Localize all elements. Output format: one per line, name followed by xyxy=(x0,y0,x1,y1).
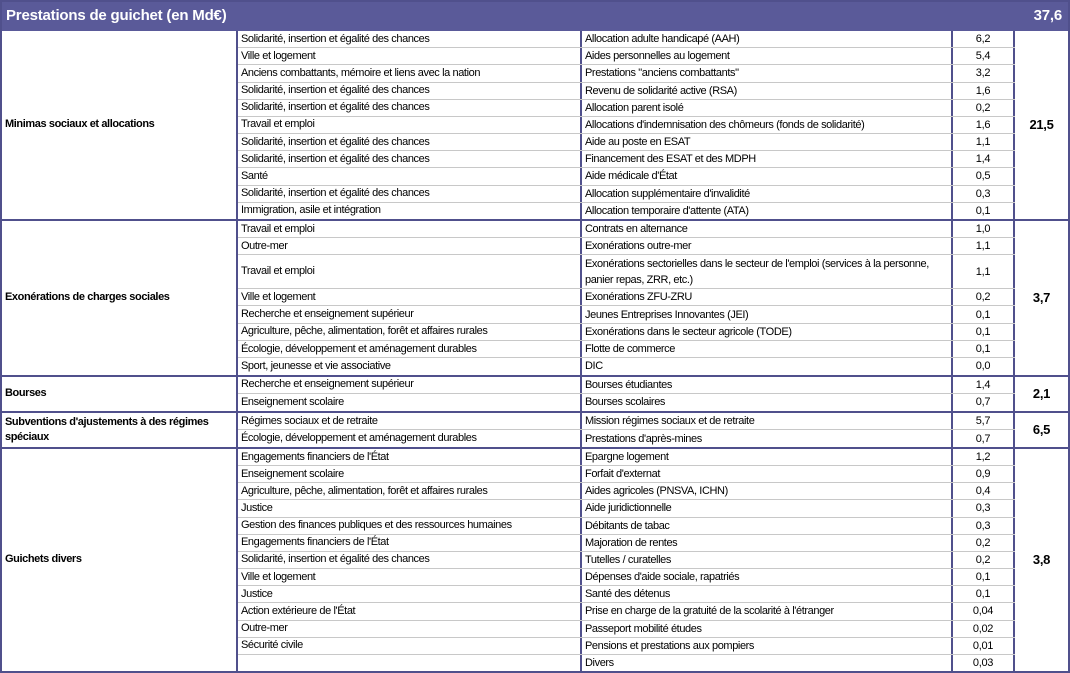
subtotal-cell: 3,7 xyxy=(1032,290,1051,306)
program-cell: Exonérations dans le secteur agricole (TODE) xyxy=(582,324,953,340)
table-row xyxy=(238,552,1015,569)
program-cell: Tutelles / curatelles xyxy=(582,552,953,568)
table-row xyxy=(238,449,1015,466)
table-row xyxy=(238,168,1015,185)
mission-cell: Engagements financiers de l'État xyxy=(238,535,582,551)
value-cell: 1,4 xyxy=(953,151,1015,167)
section-rows xyxy=(238,31,1015,219)
value-cell: 0,04 xyxy=(953,603,1015,619)
program-cell: Aides agricoles (PNSVA, ICHN) xyxy=(582,483,953,499)
table-row xyxy=(238,377,1015,395)
program-cell: Contrats en alternance xyxy=(582,221,953,237)
table-row xyxy=(238,203,1015,219)
mission-cell: Santé xyxy=(238,168,582,184)
mission-cell: Ville et logement xyxy=(238,569,582,585)
program-cell: Pensions et prestations aux pompiers xyxy=(582,638,953,654)
mission-cell: Solidarité, insertion et égalité des chances xyxy=(238,31,582,47)
program-cell: Divers xyxy=(582,655,953,671)
value-cell: 0,1 xyxy=(953,569,1015,585)
mission-cell: Travail et emploi xyxy=(238,117,582,133)
mission-cell: Immigration, asile et intégration xyxy=(238,203,582,219)
table-row xyxy=(238,289,1015,306)
mission-cell: Agriculture, pêche, alimentation, forêt et affaires rurales xyxy=(238,324,582,340)
page-title: Prestations de guichet (en Md€) xyxy=(6,7,227,24)
program-cell: Epargne logement xyxy=(582,449,953,465)
mission-cell: Solidarité, insertion et égalité des chances xyxy=(238,151,582,167)
mission-cell: Sécurité civile xyxy=(238,638,582,654)
section-rows xyxy=(238,377,1015,411)
mission-cell: Écologie, développement et aménagement durables xyxy=(238,430,582,447)
mission-cell: Outre-mer xyxy=(238,238,582,254)
table-row xyxy=(238,655,1015,671)
mission-cell: Action extérieure de l'État xyxy=(238,603,582,619)
table-row xyxy=(238,221,1015,238)
value-cell: 0,7 xyxy=(953,394,1015,411)
program-cell: Allocation parent isolé xyxy=(582,100,953,116)
program-cell: Forfait d'externat xyxy=(582,466,953,482)
program-cell: Allocation supplémentaire d'invalidité xyxy=(582,186,953,202)
table-row xyxy=(238,341,1015,358)
value-cell: 0,3 xyxy=(953,500,1015,516)
value-cell: 1,2 xyxy=(953,449,1015,465)
value-cell: 0,03 xyxy=(953,655,1015,671)
value-cell: 1,6 xyxy=(953,117,1015,133)
value-cell: 0,1 xyxy=(953,341,1015,357)
program-cell: Exonérations sectorielles dans le secteur de l'emploi (services à la personne, panier repas, ZRR, etc.) xyxy=(582,255,953,288)
table-row xyxy=(238,603,1015,620)
table-row xyxy=(238,83,1015,100)
value-cell: 0,3 xyxy=(953,518,1015,534)
table-row xyxy=(238,151,1015,168)
table-row xyxy=(238,413,1015,431)
program-cell: Aide juridictionnelle xyxy=(582,500,953,516)
value-cell: 0,2 xyxy=(953,100,1015,116)
table-row xyxy=(238,134,1015,151)
value-cell: 0,0 xyxy=(953,358,1015,374)
program-cell: Aide au poste en ESAT xyxy=(582,134,953,150)
table-header xyxy=(2,2,1068,31)
mission-cell: Recherche et enseignement supérieur xyxy=(238,306,582,322)
value-cell: 0,2 xyxy=(953,535,1015,551)
category-cell: Subventions d'ajustements à des régimes spéciaux xyxy=(2,413,238,447)
mission-cell: Ville et logement xyxy=(238,48,582,64)
section-5 xyxy=(2,449,1068,671)
value-cell: 0,7 xyxy=(953,430,1015,447)
table-row xyxy=(238,638,1015,655)
program-cell: Bourses étudiantes xyxy=(582,377,953,394)
mission-cell: Travail et emploi xyxy=(238,221,582,237)
table-row xyxy=(238,518,1015,535)
table-body xyxy=(2,31,1068,671)
mission-cell: Solidarité, insertion et égalité des chances xyxy=(238,83,582,99)
table-row xyxy=(238,117,1015,134)
value-cell: 1,0 xyxy=(953,221,1015,237)
value-cell: 0,1 xyxy=(953,306,1015,322)
section-rows xyxy=(238,221,1015,375)
program-cell: Mission régimes sociaux et de retraite xyxy=(582,413,953,430)
mission-cell: Ville et logement xyxy=(238,289,582,305)
mission-cell: Travail et emploi xyxy=(238,255,582,288)
section-1 xyxy=(2,31,1068,221)
value-cell: 0,9 xyxy=(953,466,1015,482)
program-cell: Exonérations ZFU-ZRU xyxy=(582,289,953,305)
mission-cell: Écologie, développement et aménagement durables xyxy=(238,341,582,357)
mission-cell: Recherche et enseignement supérieur xyxy=(238,377,582,394)
table-row xyxy=(238,100,1015,117)
value-cell: 0,5 xyxy=(953,168,1015,184)
table-row xyxy=(238,430,1015,447)
value-cell: 1,1 xyxy=(953,134,1015,150)
value-cell: 0,1 xyxy=(953,324,1015,340)
program-cell: Exonérations outre-mer xyxy=(582,238,953,254)
table-row xyxy=(238,358,1015,374)
mission-cell: Solidarité, insertion et égalité des chances xyxy=(238,552,582,568)
mission-cell: Enseignement scolaire xyxy=(238,466,582,482)
category-cell: Guichets divers xyxy=(2,449,238,671)
mission-cell: Solidarité, insertion et égalité des chances xyxy=(238,186,582,202)
program-cell: Revenu de solidarité active (RSA) xyxy=(582,83,953,99)
program-cell: Majoration de rentes xyxy=(582,535,953,551)
value-cell: 0,4 xyxy=(953,483,1015,499)
table-row xyxy=(238,621,1015,638)
value-cell: 0,1 xyxy=(953,586,1015,602)
mission-cell: Régimes sociaux et de retraite xyxy=(238,413,582,430)
program-cell: Dépenses d'aide sociale, rapatriés xyxy=(582,569,953,585)
section-rows xyxy=(238,449,1015,671)
program-cell: Aide médicale d'État xyxy=(582,168,953,184)
mission-cell: Solidarité, insertion et égalité des chances xyxy=(238,134,582,150)
section-3 xyxy=(2,377,1068,413)
table-row xyxy=(238,394,1015,411)
value-cell: 5,4 xyxy=(953,48,1015,64)
subtotal-cell: 21,5 xyxy=(1029,117,1054,133)
program-cell: DIC xyxy=(582,358,953,374)
program-cell: Aides personnelles au logement xyxy=(582,48,953,64)
mission-cell: Gestion des finances publiques et des ressources humaines xyxy=(238,518,582,534)
value-cell: 0,01 xyxy=(953,638,1015,654)
program-cell: Passeport mobilité études xyxy=(582,621,953,637)
table-row xyxy=(238,586,1015,603)
value-cell: 1,4 xyxy=(953,377,1015,394)
section-2 xyxy=(2,221,1068,377)
program-cell: Flotte de commerce xyxy=(582,341,953,357)
mission-cell: Justice xyxy=(238,500,582,516)
table-row xyxy=(238,238,1015,255)
header-total-value: 37,6 xyxy=(1033,7,1062,24)
value-cell: 1,1 xyxy=(953,255,1015,288)
table-row xyxy=(238,306,1015,323)
table-row xyxy=(238,466,1015,483)
table-row xyxy=(238,483,1015,500)
table-row xyxy=(238,186,1015,203)
value-cell: 0,02 xyxy=(953,621,1015,637)
mission-cell: Sport, jeunesse et vie associative xyxy=(238,358,582,374)
program-cell: Débitants de tabac xyxy=(582,518,953,534)
program-cell: Allocation temporaire d'attente (ATA) xyxy=(582,203,953,219)
mission-cell: Outre-mer xyxy=(238,621,582,637)
category-cell: Minimas sociaux et allocations xyxy=(2,31,238,219)
subtotal-cell: 2,1 xyxy=(1032,386,1051,402)
section-4 xyxy=(2,413,1068,449)
program-cell: Bourses scolaires xyxy=(582,394,953,411)
program-cell: Financement des ESAT et des MDPH xyxy=(582,151,953,167)
mission-cell: Solidarité, insertion et égalité des chances xyxy=(238,100,582,116)
value-cell: 0,2 xyxy=(953,289,1015,305)
mission-cell: Anciens combattants, mémoire et liens avec la nation xyxy=(238,65,582,81)
value-cell: 0,2 xyxy=(953,552,1015,568)
table-row xyxy=(238,255,1015,289)
program-cell: Prestations d'après-mines xyxy=(582,430,953,447)
mission-cell: Agriculture, pêche, alimentation, forêt et affaires rurales xyxy=(238,483,582,499)
table-row xyxy=(238,500,1015,517)
value-cell: 6,2 xyxy=(953,31,1015,47)
program-cell: Prestations "anciens combattants" xyxy=(582,65,953,81)
table-row xyxy=(238,569,1015,586)
category-cell: Bourses xyxy=(2,377,238,411)
value-cell: 1,1 xyxy=(953,238,1015,254)
value-cell: 1,6 xyxy=(953,83,1015,99)
table-row xyxy=(238,31,1015,48)
mission-cell: Engagements financiers de l'État xyxy=(238,449,582,465)
table-row xyxy=(238,535,1015,552)
table-row xyxy=(238,65,1015,82)
value-cell: 5,7 xyxy=(953,413,1015,430)
program-cell: Jeunes Entreprises Innovantes (JEI) xyxy=(582,306,953,322)
table-row xyxy=(238,324,1015,341)
mission-cell: Justice xyxy=(238,586,582,602)
category-cell: Exonérations de charges sociales xyxy=(2,221,238,375)
subtotal-cell: 6,5 xyxy=(1032,422,1051,438)
mission-cell xyxy=(238,655,582,671)
value-cell: 3,2 xyxy=(953,65,1015,81)
program-cell: Prise en charge de la gratuité de la scolarité à l'étranger xyxy=(582,603,953,619)
subtotal-cell: 3,8 xyxy=(1032,552,1051,568)
value-cell: 0,3 xyxy=(953,186,1015,202)
section-rows xyxy=(238,413,1015,447)
value-cell: 0,1 xyxy=(953,203,1015,219)
mission-cell: Enseignement scolaire xyxy=(238,394,582,411)
program-cell: Santé des détenus xyxy=(582,586,953,602)
program-cell: Allocation adulte handicapé (AAH) xyxy=(582,31,953,47)
program-cell: Allocations d'indemnisation des chômeurs (fonds de solidarité) xyxy=(582,117,953,133)
table-row xyxy=(238,48,1015,65)
